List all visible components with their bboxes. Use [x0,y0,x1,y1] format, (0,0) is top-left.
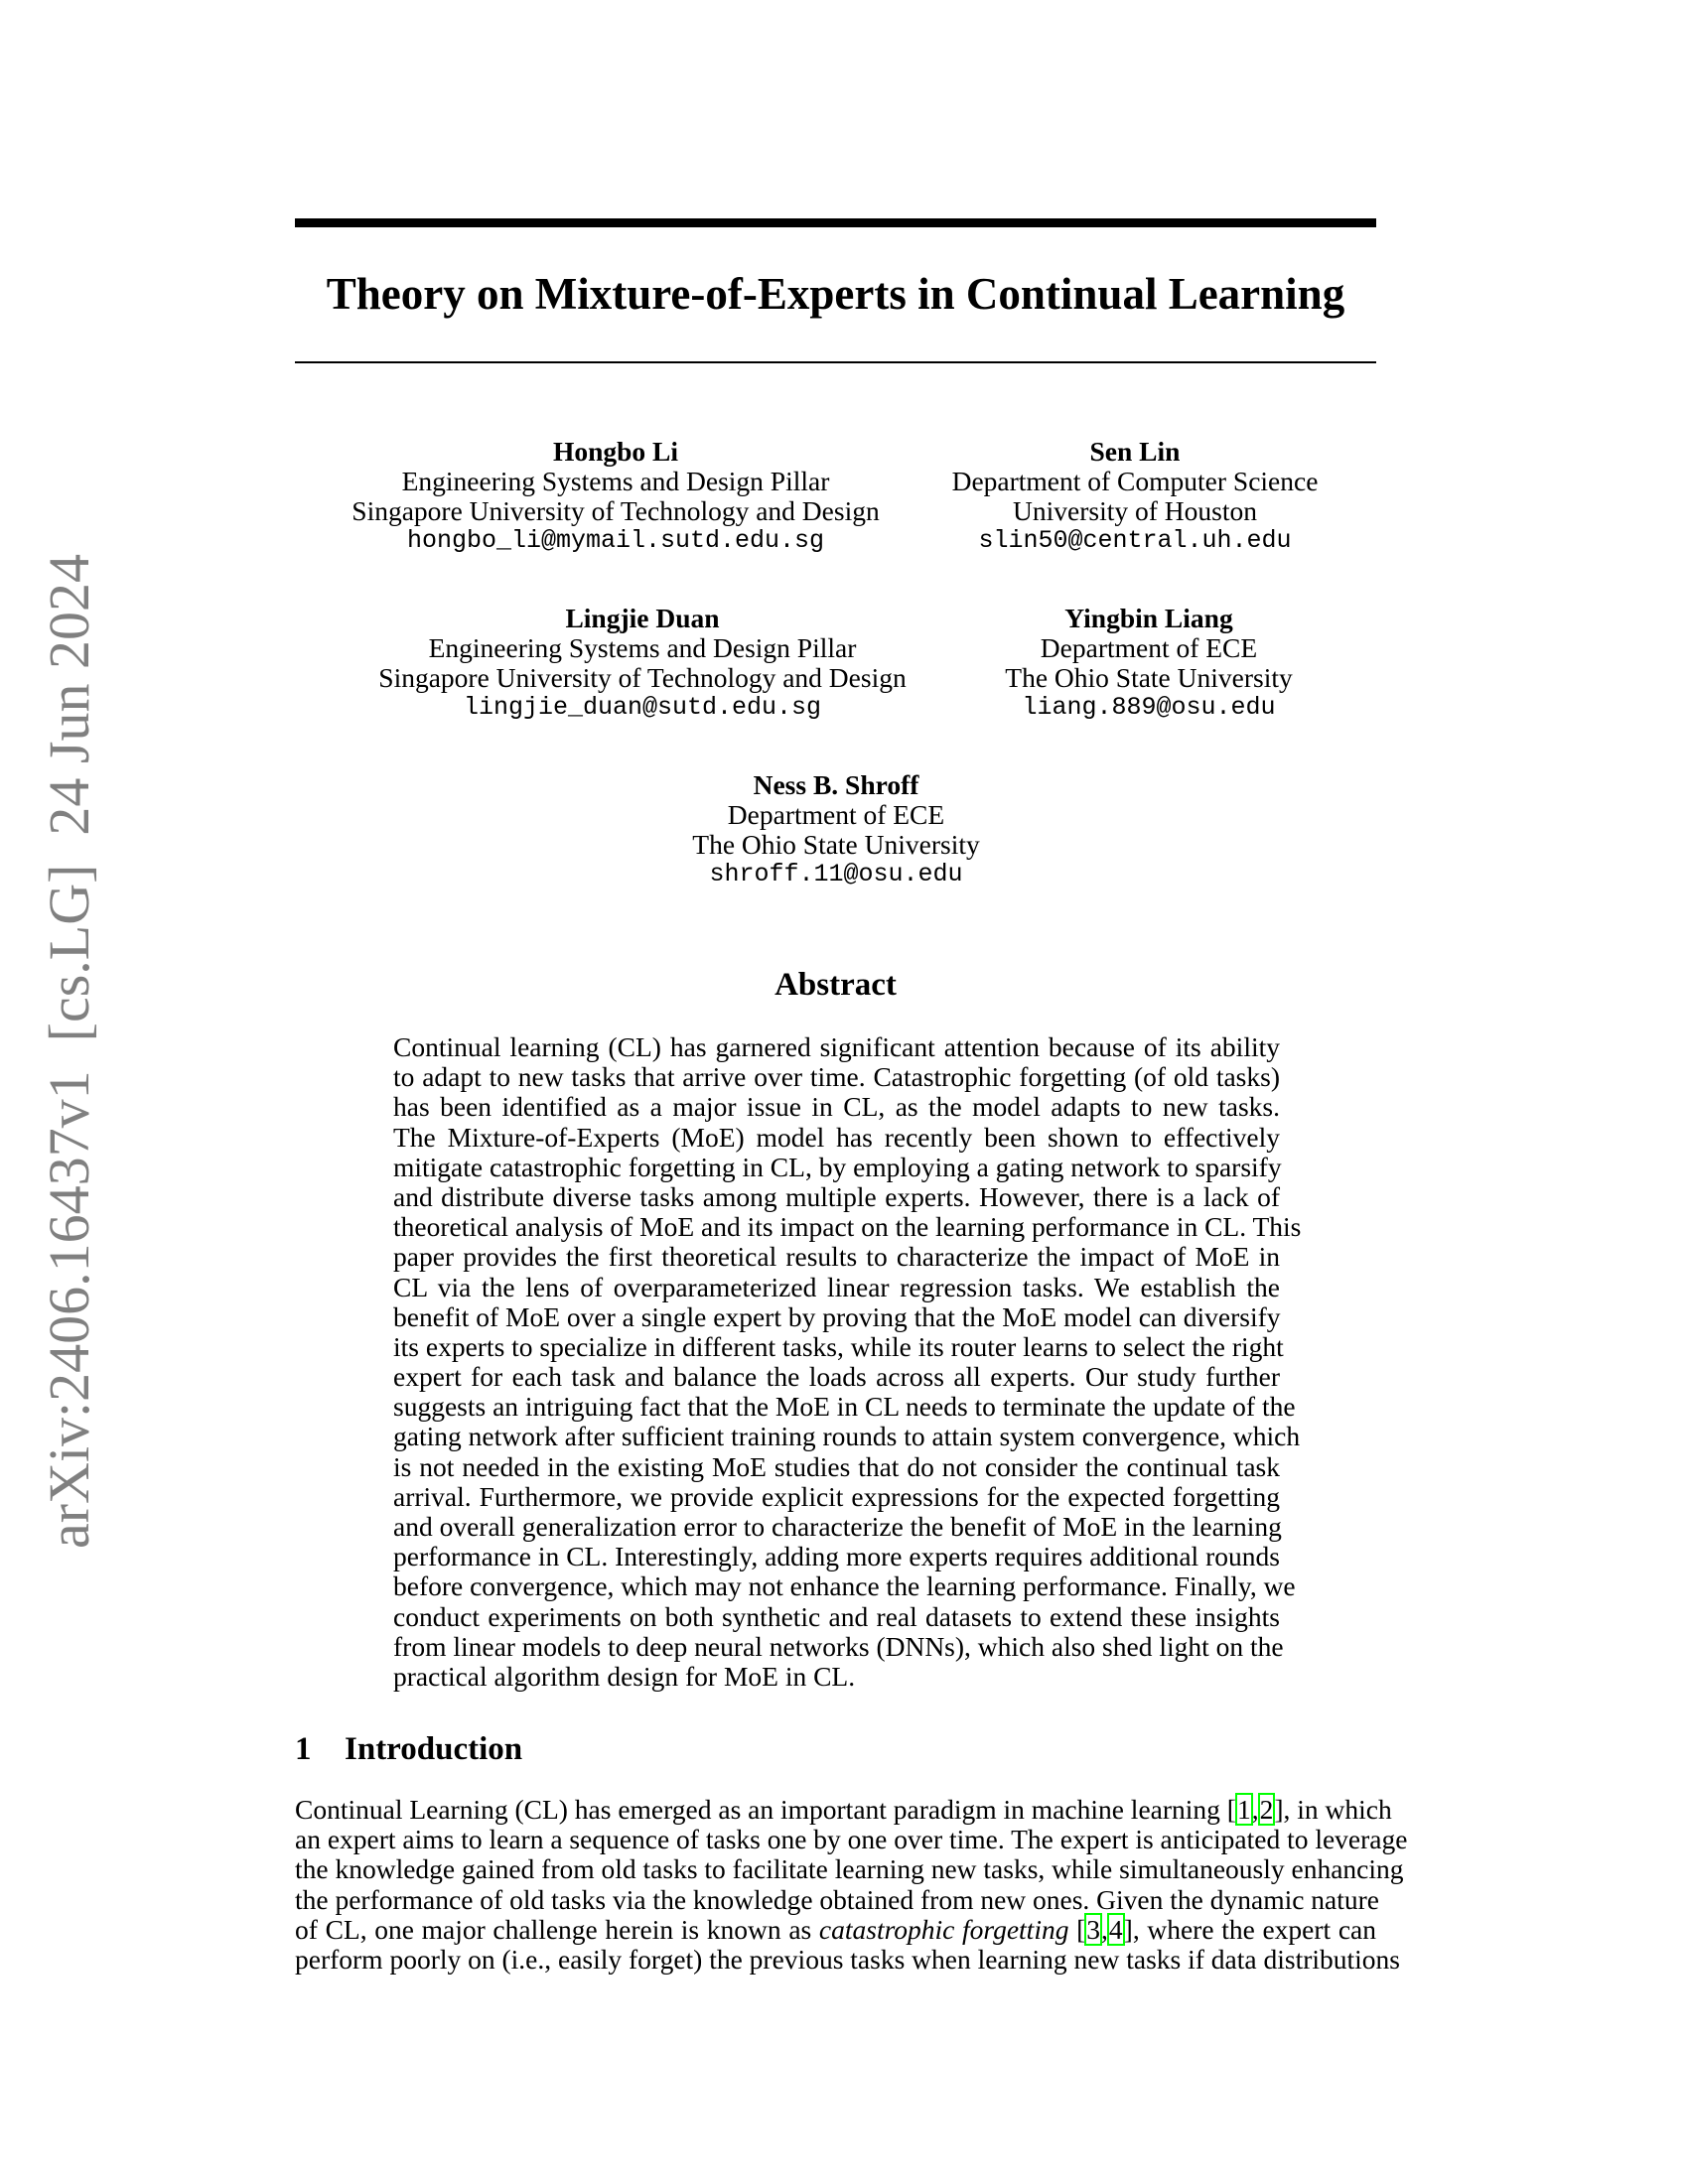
abstract-line: paper provides the first theoretical results to characterize the impact of MoE in [393,1241,1280,1273]
abstract-line: practical algorithm design for MoE in CL. [393,1660,856,1692]
author-dept: Engineering Systems and Design Pillar [428,632,857,663]
author-dept: Department of Computer Science [951,466,1319,496]
author-block [489,770,1184,889]
text: of CL, one major challenge herein is known as [295,1913,819,1945]
abstract-heading: Abstract [774,967,897,1003]
author-email[interactable]: lingjie_duan@sutd.edu.sg [463,693,822,722]
text-line: the knowledge gained from old tasks to facilitate learning new tasks, while simultaneously enhancing [295,1853,1404,1885]
abstract-line: conduct experiments on both synthetic and real datasets to extend these insights [393,1600,1280,1632]
author-block [787,437,1482,556]
author-dept: Department of ECE [727,799,945,830]
author-name: Yingbin Liang [1064,603,1233,633]
abstract-line: has been identified as a major issue in CL, as the model adapts to new tasks. [393,1091,1280,1123]
author-name: Lingjie Duan [565,603,720,633]
abstract-line: before convergence, which may not enhance the learning performance. Finally, we [393,1570,1296,1602]
text: ], in which [1274,1794,1392,1825]
intro-paragraph [295,1794,1408,1975]
abstract-line: performance in CL. Interestingly, adding more experts requires additional rounds [393,1541,1280,1572]
author-inst: Singapore University of Technology and Design [352,495,880,526]
abstract-line: and distribute diverse tasks among multiple experts. However, there is a lack of [393,1180,1280,1212]
abstract-body [393,1031,1302,1692]
text-line: an expert aims to learn a sequence of tasks one by one over time. The expert is anticipated to leverage [295,1824,1408,1855]
author-email[interactable]: hongbo_li@mymail.sutd.edu.sg [406,526,825,555]
text: ], where the expert can [1123,1913,1376,1945]
abstract-line: and overall generalization error to characterize the benefit of MoE in the learning [393,1511,1282,1542]
abstract-line: suggests an intriguing fact that the MoE in CL needs to terminate the update of the [393,1391,1296,1423]
author-email[interactable]: shroff.11@osu.edu [709,860,963,888]
author-dept: Engineering Systems and Design Pillar [401,466,830,496]
section-heading [295,1729,522,1769]
author-block [801,604,1496,723]
author-inst: The Ohio State University [1005,662,1293,693]
abstract-line: arrival. Furthermore, we provide explicit expressions for the expected forgetting [393,1480,1280,1512]
author-name: Sen Lin [1089,436,1181,467]
text-line: the performance of old tasks via the knowledge obtained from new ones. Given the dynamic nature [295,1883,1380,1915]
abstract-line: gating network after sufficient training rounds to attain system convergence, which [393,1421,1301,1452]
section-number: 1 [295,1731,312,1767]
abstract-line: its experts to specialize in different tasks, while its router learns to select the right [393,1330,1284,1362]
citation-link[interactable]: 3 [1086,1913,1101,1945]
abstract-line: is not needed in the existing MoE studies that do not consider the continual task [393,1450,1280,1482]
author-email[interactable]: liang.889@osu.edu [1022,693,1276,722]
abstract-line: expert for each task and balance the loads across all experts. Our study further [393,1361,1280,1393]
author-inst: The Ohio State University [692,829,980,860]
author-inst: Singapore University of Technology and Design [378,662,907,693]
text-line: of CL, one major challenge herein is known as catastrophic forgetting [3,4], where the expert can [295,1913,1376,1945]
abstract-line: from linear models to deep neural networks (DNNs), which also shed light on the [393,1630,1284,1662]
author-dept: Department of ECE [1040,632,1258,663]
text: Continual Learning (CL) has emerged as an important paradigm in machine learning [ [295,1794,1236,1825]
abstract-line: CL via the lens of overparameterized linear regression tasks. We establish the [393,1271,1280,1302]
author-name: Ness B. Shroff [753,769,919,800]
author-email[interactable]: slin50@central.uh.edu [978,526,1292,555]
citation-link[interactable]: 2 [1259,1794,1274,1825]
citation-link[interactable]: 4 [1108,1913,1123,1945]
abstract-line: to adapt to new tasks that arrive over time. Catastrophic forgetting (of old tasks) [393,1061,1280,1093]
abstract-line: Continual learning (CL) has garnered significant attention because of its ability [393,1031,1280,1062]
title-bottom-rule [295,361,1376,363]
abstract-line: mitigate catastrophic forgetting in CL, by employing a gating network to sparsify [393,1151,1282,1182]
text-line: Continual Learning (CL) has emerged as an important paradigm in machine learning [1,2], in which [295,1794,1392,1825]
author-inst: University of Houston [1013,495,1257,526]
text-line: perform poorly on (i.e., easily forget) the previous tasks when learning new tasks if data distributions [295,1943,1400,1975]
section-title: Introduction [345,1731,523,1767]
citation-link[interactable]: 1 [1236,1794,1251,1825]
emphasis-text: catastrophic forgetting [818,1913,1069,1945]
title-top-rule [295,218,1376,227]
arxiv-stamp: arXiv:2406.16437v1 [cs.LG] 24 Jun 2024 [37,553,101,1549]
abstract-line: theoretical analysis of MoE and its impact on the learning performance in CL. This [393,1211,1302,1243]
paper-title: Theory on Mixture-of-Experts in Continual Learning [326,269,1345,319]
author-name: Hongbo Li [552,436,679,467]
abstract-line: The Mixture-of-Experts (MoE) model has recently been shown to effectively [393,1121,1280,1153]
abstract-line: benefit of MoE over a single expert by proving that the MoE model can diversify [393,1300,1281,1332]
